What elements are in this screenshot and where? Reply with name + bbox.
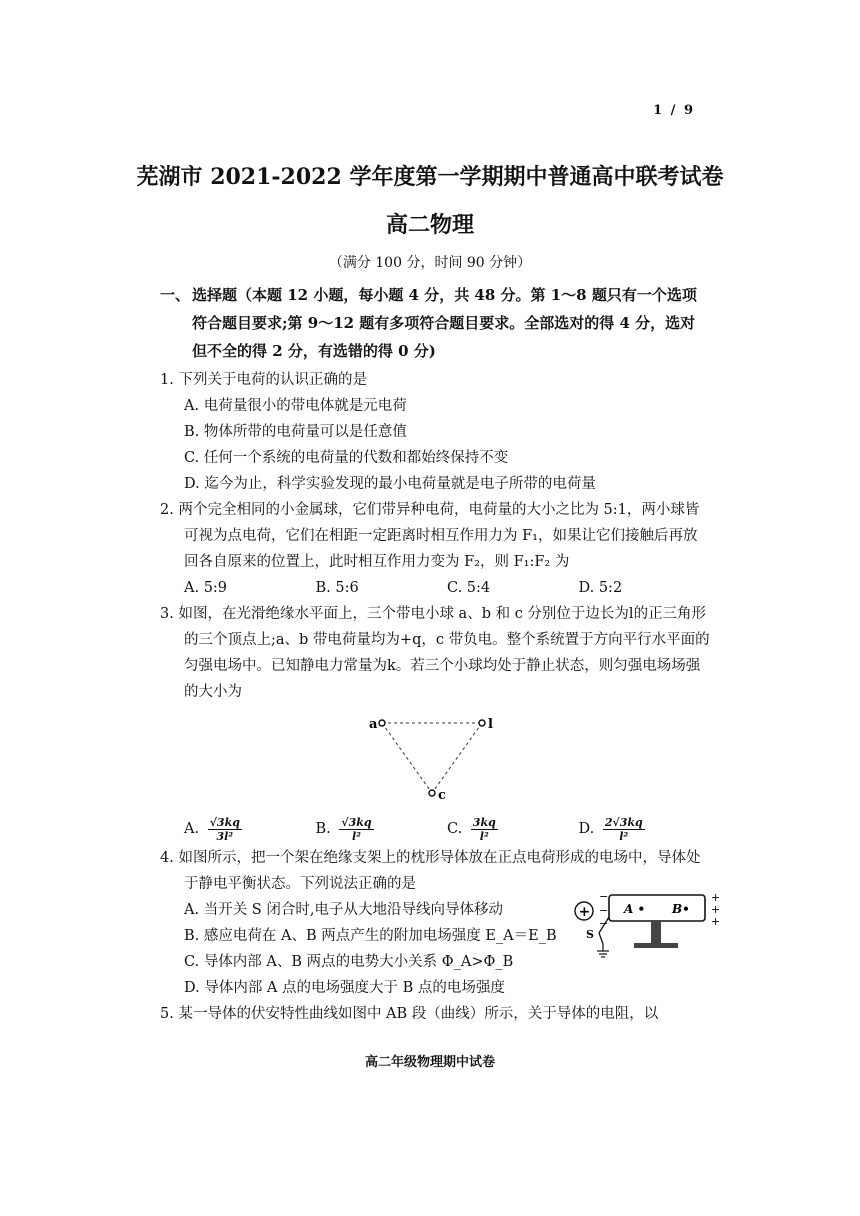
section-heading <box>160 281 710 365</box>
fraction <box>603 816 645 843</box>
insulating-stand <box>651 921 661 943</box>
option-letter: B. <box>315 821 331 837</box>
denominator: l² <box>351 829 361 843</box>
option-letter: D. <box>578 821 595 837</box>
option-d: D. 导体内部 A 点的电场强度大于 B 点的电场强度 <box>184 980 505 996</box>
switch-label: S <box>586 928 594 941</box>
question-list <box>160 367 721 1027</box>
question-2 <box>160 497 710 601</box>
fraction <box>208 816 242 843</box>
option-a: A. 5:9 <box>184 580 228 596</box>
denominator: l² <box>479 829 489 843</box>
induced-plus: + <box>711 903 721 916</box>
question-stem: 4. 如图所示，把一个架在绝缘支架上的枕形导体放在正点电荷形成的电场中，导体处于静电平衡状态。下列说法正确的是 <box>160 850 701 892</box>
option-c: C. 任何一个系统的电荷量的代数和都始终保持不变 <box>184 450 509 466</box>
conductor-figure <box>572 889 722 976</box>
option-c: C. 5:4 <box>447 580 491 596</box>
exam-meta: （满分 100 分，时间 90 分钟） <box>328 255 532 271</box>
point-a-label: A • <box>624 902 646 916</box>
ball-b <box>479 720 485 726</box>
numerator: √3kq <box>341 815 372 829</box>
induced-plus: + <box>711 891 721 904</box>
numerator: 3kq <box>472 815 496 829</box>
label-b: l <box>488 717 493 732</box>
option-a: A. 电荷量很小的带电体就是元电荷 <box>184 398 407 414</box>
label-c: c <box>438 788 446 803</box>
induced-minus: − <box>599 890 609 903</box>
option-d: D. 迄今为止，科学实验发现的最小电荷量就是电子所带的电荷量 <box>184 476 596 492</box>
fraction <box>471 816 498 843</box>
page-footer: 高二年级物理期中试卷 <box>364 1055 495 1070</box>
stand-base <box>634 943 678 948</box>
numerator: 2√3kq <box>604 815 643 829</box>
question-stem: 5. 某一导体的伏安特性曲线如图中 AB 段（曲线）所示，关于导体的电阻，以 <box>160 1006 659 1022</box>
triangle-diagram <box>366 709 506 809</box>
ball-c <box>429 790 435 796</box>
exam-title: 芜湖市 2021-2022 学年度第一学期期中普通高中联考试卷 <box>136 164 724 190</box>
option-d: D. 5:2 <box>578 580 623 596</box>
question-5 <box>160 1001 710 1027</box>
point-charge-sign: + <box>578 904 591 920</box>
question-stem: 2. 两个完全相同的小金属球，它们带异种电荷，电荷量的大小之比为 5:1，两小球皆可视为点电荷，它们在相距一定距离时相互作用力为 F₁，如果让它们接触后再放回各自原来的位置上，此时相互作用力变为 F₂，则 F₁:F₂ 为 <box>160 502 700 570</box>
ball-a <box>379 720 385 726</box>
question-stem: 1. 下列关于电荷的认识正确的是 <box>160 372 367 388</box>
fraction <box>339 816 373 843</box>
page-number: 1 / 9 <box>653 103 695 118</box>
switch-blade <box>599 933 603 944</box>
option-letter: A. <box>184 821 200 837</box>
question-3 <box>160 601 710 845</box>
point-b-label: B• <box>672 902 690 916</box>
option-letter: C. <box>447 821 463 837</box>
question-4 <box>160 845 721 1001</box>
induced-minus: − <box>599 917 609 930</box>
numerator: √3kq <box>209 815 240 829</box>
option-a <box>184 813 316 845</box>
induced-plus: + <box>711 915 721 928</box>
question-stem: 3. 如图，在光滑绝缘水平面上，三个带电小球 a、b 和 c 分别位于边长为l的正三角形的三个顶点上;a、b 带电荷量均为+q，c 带负电。整个系统置于方向平行水平面的匀强电场中。已知静电力常量为k。若三个小球均处于静止状态，则匀强电场场强的大小为 <box>160 606 710 700</box>
options-row <box>160 575 710 601</box>
exam-subject: 高二物理 <box>385 212 474 238</box>
denominator: 3l² <box>216 829 234 843</box>
section-instructions: 选择题（本题 12 小题，每小题 4 分，共 48 分。第 1～8 题只有一个选项符合题目要求;第 9～12 题有多项符合题目要求。全部选对的得 4 分，选对但不全的得 2 分，有选错的得 0 分) <box>192 286 697 360</box>
option-b: B. 5:6 <box>315 580 359 596</box>
option-b: B. 物体所带的电荷量可以是任意值 <box>184 424 407 440</box>
conductor-diagram <box>572 889 722 967</box>
question-1 <box>160 367 710 497</box>
option-b <box>316 813 448 845</box>
triangle-figure <box>160 705 710 813</box>
options-row <box>160 813 710 845</box>
option-b: B. 感应电荷在 A、B 两点产生的附加电场强度 E_A＝E_B <box>184 928 557 944</box>
option-c <box>447 813 579 845</box>
option-c: C. 导体内部 A、B 两点的电势大小关系 Φ_A>Φ_B <box>184 954 514 970</box>
option-a: A. 当开关 S 闭合时,电子从大地沿导线向导体移动 <box>184 902 503 918</box>
option-d <box>579 813 711 845</box>
section-number: 一、 <box>160 286 191 304</box>
induced-minus: − <box>599 904 609 917</box>
denominator: l² <box>619 829 629 843</box>
label-a: a <box>369 717 378 732</box>
